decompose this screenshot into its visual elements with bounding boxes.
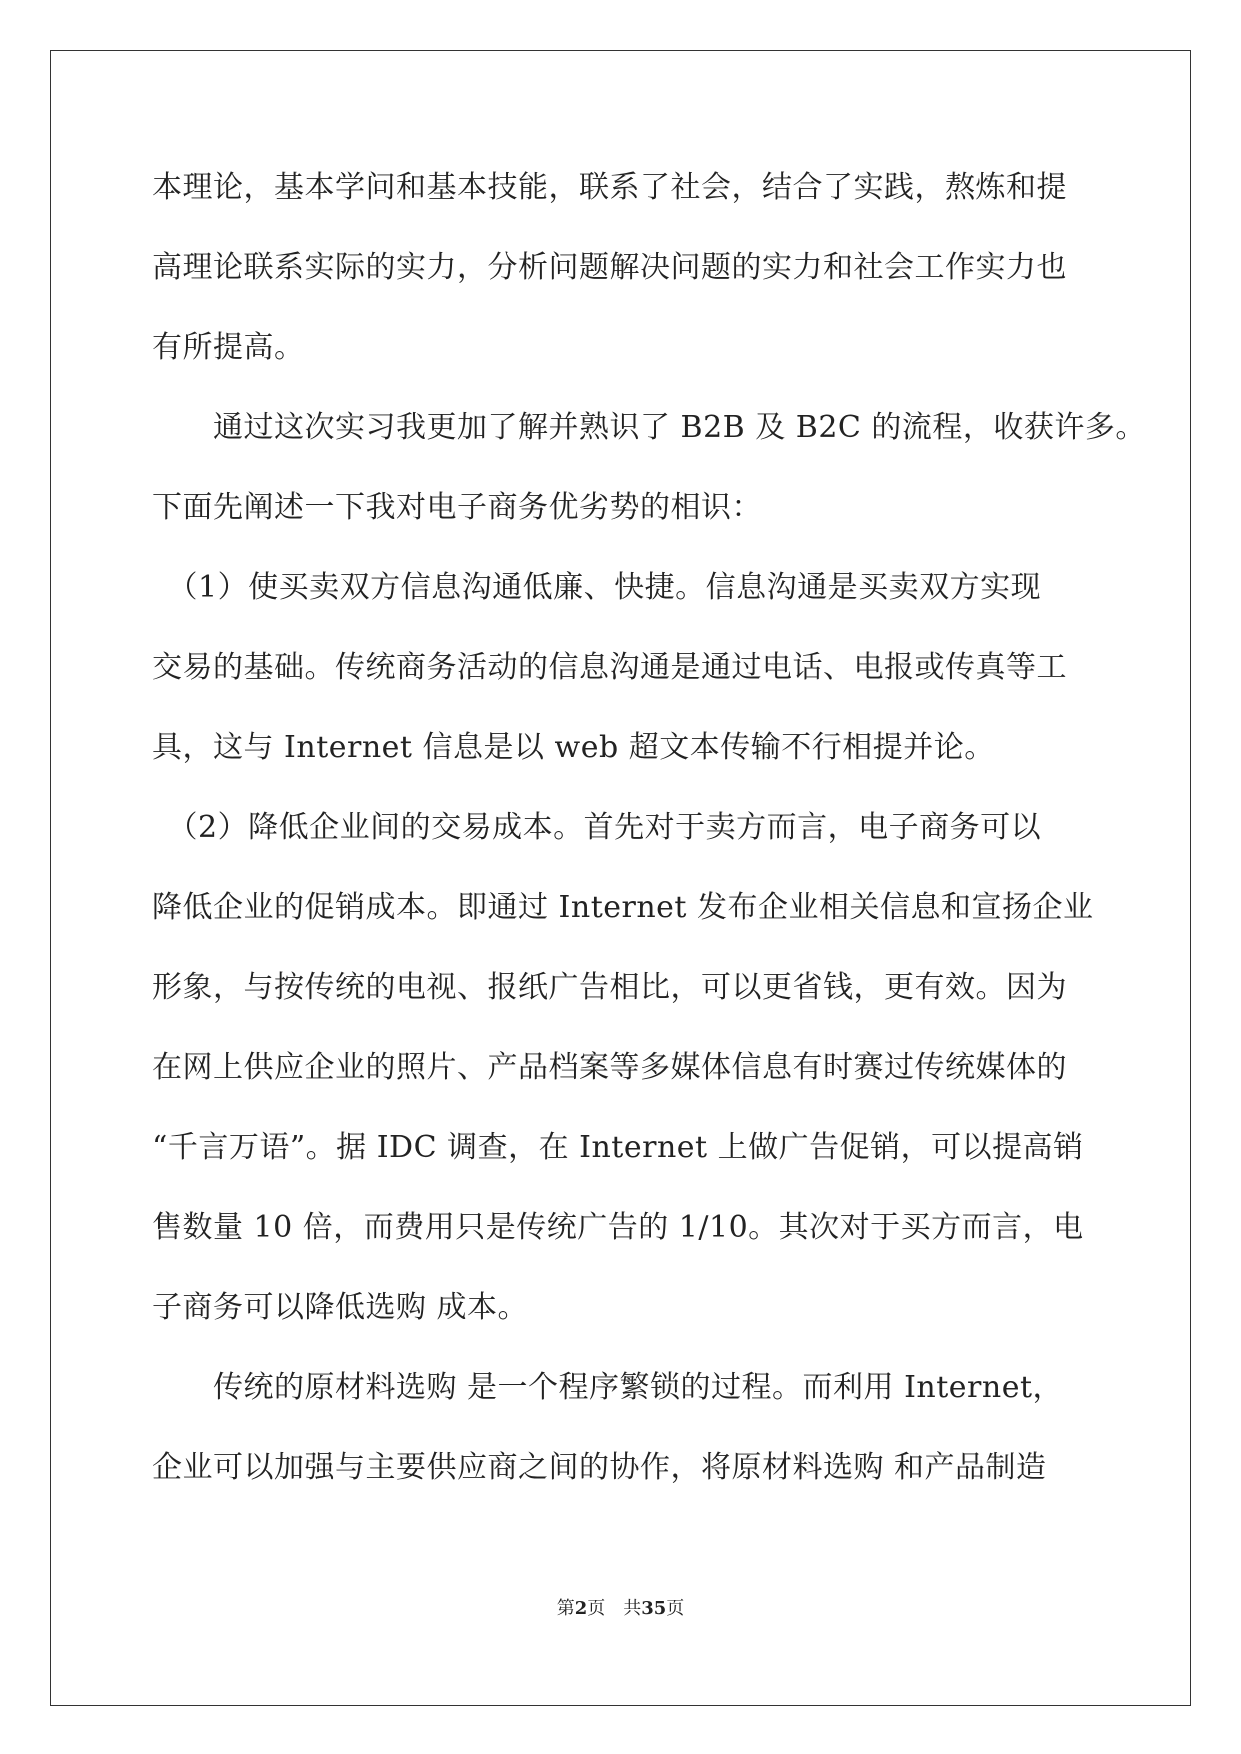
current-page-number: 2 [574,1598,588,1619]
footer-suffix: 页 [666,1598,685,1619]
text-line: 具，这与 Internet 信息是以 web 超文本传输不行相提并论。 [152,730,995,765]
text-line: （2）降低企业间的交易成本。首先对于卖方而言，电子商务可以 [152,810,1042,845]
text-line: 在网上供应企业的照片、产品档案等多媒体信息有时赛过传统媒体的 [152,1050,1067,1085]
text-line: （1）使买卖双方信息沟通低廉、快捷。信息沟通是买卖双方实现 [152,570,1042,605]
total-pages-number: 35 [641,1598,667,1619]
page-footer [0,1597,1241,1621]
text-line: 有所提高。 [152,330,305,365]
text-line: 子商务可以降低选购 成本。 [152,1290,529,1325]
text-line: 高理论联系实际的实力，分析问题解决问题的实力和社会工作实力也 [152,250,1067,285]
text-line: “千言万语”。据 IDC 调查，在 Internet 上做广告促销，可以提高销 [152,1130,1084,1165]
text-line: 企业可以加强与主要供应商之间的协作，将原材料选购 和产品制造 [152,1450,1047,1485]
text-line: 通过这次实习我更加了解并熟识了 B2B 及 B2C 的流程，收获许多。 [152,410,1146,445]
text-line: 下面先阐述一下我对电子商务优劣势的相识： [152,490,762,525]
text-line: 传统的原材料选购 是一个程序繁锁的过程。而利用 Internet， [152,1370,1064,1405]
text-line: 售数量 10 倍，而费用只是传统广告的 1/10。其次对于买方而言，电 [152,1210,1084,1245]
text-line: 本理论，基本学问和基本技能，联系了社会，结合了实践，熬炼和提 [152,170,1067,205]
footer-prefix: 第 [556,1598,575,1619]
text-line: 形象，与按传统的电视、报纸广告相比，可以更省钱，更有效。因为 [152,970,1067,1005]
text-line: 降低企业的促销成本。即通过 Internet 发布企业相关信息和宣扬企业 [152,890,1094,925]
footer-mid: 页 共 [587,1598,642,1619]
text-line: 交易的基础。传统商务活动的信息沟通是通过电话、电报或传真等工 [152,650,1067,685]
